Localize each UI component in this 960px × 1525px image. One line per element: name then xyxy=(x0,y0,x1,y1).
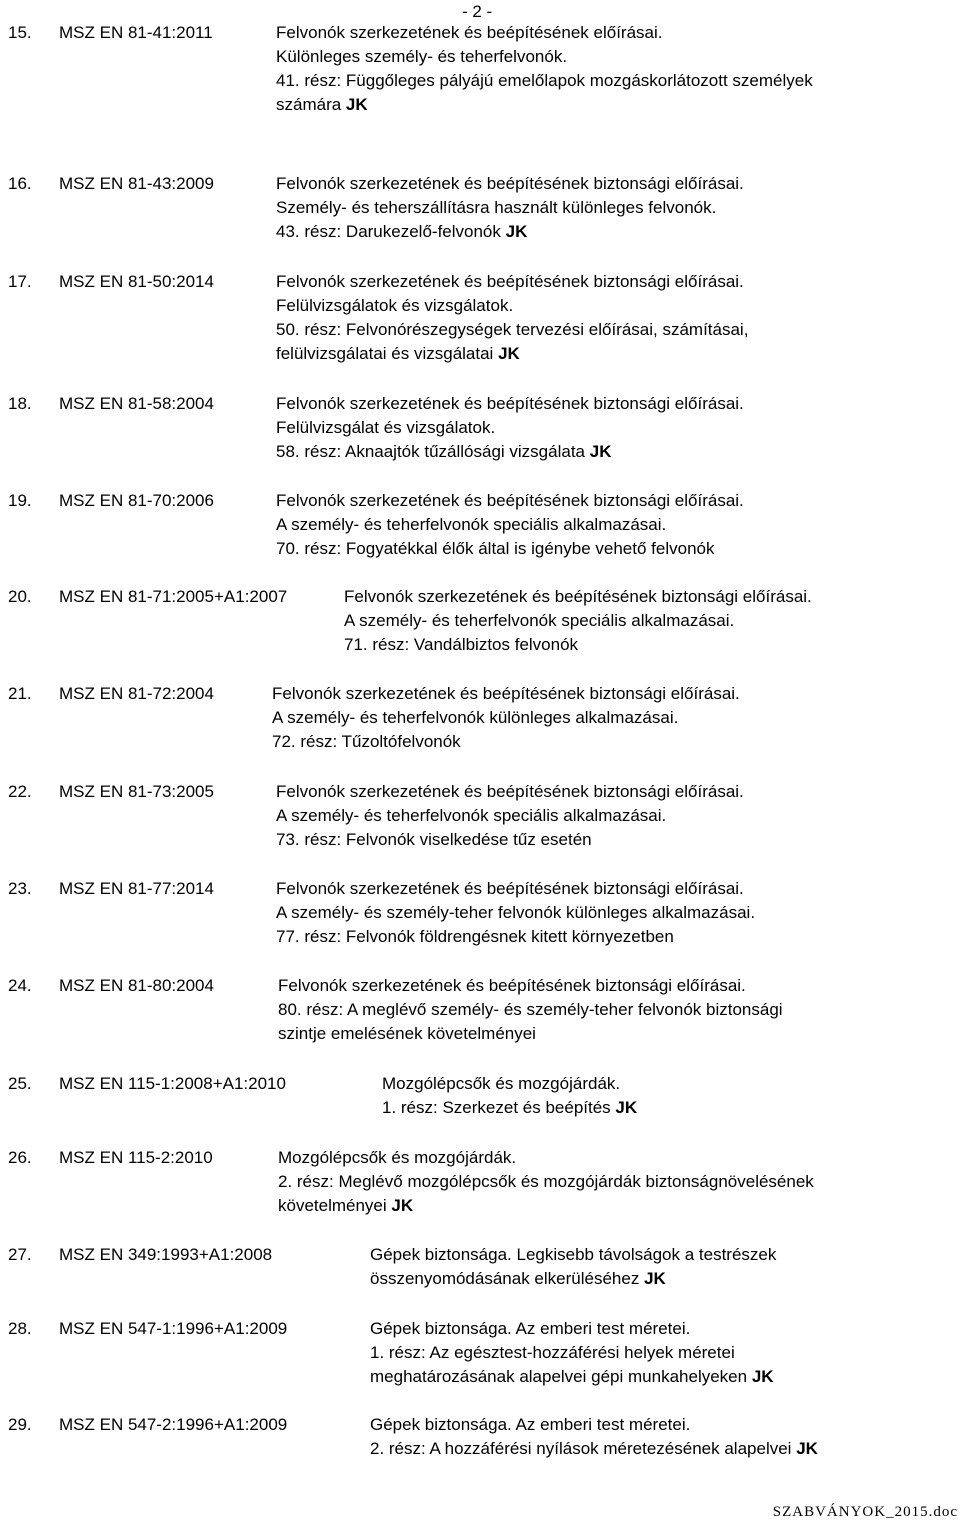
standard-code: MSZ EN 81-50:2014 xyxy=(59,272,214,291)
description-line xyxy=(370,1317,774,1341)
description-text: Felvonók szerkezetének és beépítésének biztonsági előírásai. xyxy=(276,782,744,801)
description-line xyxy=(276,489,744,513)
description-text: Felvonók szerkezetének és beépítésének biztonsági előírásai. xyxy=(278,976,746,995)
description-text: Felvonók szerkezetének és beépítésének biztonsági előírásai. xyxy=(276,394,744,413)
jk-marker: JK xyxy=(391,1196,414,1215)
description-text: Gépek biztonsága. Legkisebb távolságok a testrészek xyxy=(370,1245,777,1264)
jk-marker: JK xyxy=(644,1269,666,1288)
description-line xyxy=(344,585,812,609)
standard-description xyxy=(370,1317,774,1389)
description-text: A személy- és teherfelvonók speciális alkalmazásai. xyxy=(276,806,667,825)
standard-code: MSZ EN 81-72:2004 xyxy=(59,684,214,703)
description-text: számára xyxy=(276,95,342,114)
description-line xyxy=(276,925,755,949)
description-line xyxy=(370,1413,818,1437)
description-line xyxy=(382,1096,637,1120)
description-line xyxy=(276,780,744,804)
standard-code: MSZ EN 115-1:2008+A1:2010 xyxy=(59,1074,286,1093)
entry-number: 15. xyxy=(8,23,32,42)
entry-number: 17. xyxy=(8,272,32,291)
entry-number: 24. xyxy=(8,976,32,995)
jk-marker: JK xyxy=(751,1367,774,1386)
standard-code: MSZ EN 81-70:2006 xyxy=(59,491,214,510)
description-text: 41. rész: Függőleges pályájú emelőlapok mozgáskorlátozott személyek xyxy=(276,71,813,90)
standard-code: MSZ EN 81-71:2005+A1:2007 xyxy=(59,587,288,606)
standard-code: MSZ EN 81-41:2011 xyxy=(59,23,213,42)
description-line xyxy=(278,1170,814,1194)
jk-marker: JK xyxy=(345,95,368,114)
description-line xyxy=(278,974,783,998)
standard-description xyxy=(276,780,744,852)
description-text: Felvonók szerkezetének és beépítésének biztonsági előírásai. xyxy=(276,491,744,510)
description-text: 70. rész: Fogyatékkal élők által is igénybe vehető felvonók xyxy=(276,539,715,558)
description-line xyxy=(276,69,813,93)
entry-number: 29. xyxy=(8,1415,32,1434)
standard-code: MSZ EN 81-77:2014 xyxy=(59,879,214,898)
description-text: A személy- és teherfelvonók speciális alkalmazásai. xyxy=(344,611,735,630)
description-text: Mozgólépcsők és mozgójárdák. xyxy=(278,1148,517,1167)
description-text: meghatározásának alapelvei gépi munkahelyeken xyxy=(370,1367,748,1386)
description-text: Felvonók szerkezetének és beépítésének biztonsági előírásai. xyxy=(276,879,744,898)
standard-code: MSZ EN 81-80:2004 xyxy=(59,976,214,995)
description-line xyxy=(278,998,783,1022)
jk-marker: JK xyxy=(589,442,612,461)
description-text: Felülvizsgálat és vizsgálatok. xyxy=(276,418,496,437)
standard-description xyxy=(344,585,812,657)
description-line xyxy=(276,877,755,901)
entry-number: 23. xyxy=(8,879,32,898)
description-text: 77. rész: Felvonók földrengésnek kitett környezetben xyxy=(276,927,674,946)
standard-description xyxy=(276,392,744,464)
standard-code: MSZ EN 81-73:2005 xyxy=(59,782,214,801)
description-line xyxy=(276,537,744,561)
entry-number: 21. xyxy=(8,684,32,703)
description-line xyxy=(276,513,744,537)
description-line xyxy=(276,901,755,925)
description-text: Felvonók szerkezetének és beépítésének biztonsági előírásai. xyxy=(276,272,744,291)
description-text: Felvonók szerkezetének és beépítésének biztonsági előírásai. xyxy=(344,587,812,606)
description-text: 1. rész: Szerkezet és beépítés xyxy=(382,1098,611,1117)
description-line xyxy=(344,633,812,657)
description-line xyxy=(276,294,748,318)
description-line xyxy=(276,270,748,294)
description-text: Mozgólépcsők és mozgójárdák. xyxy=(382,1074,621,1093)
file-name-footer: SZABVÁNYOK_2015.doc xyxy=(772,1504,958,1520)
page-number: - 2 - xyxy=(462,2,493,21)
description-text: A személy- és személy-teher felvonók különleges alkalmazásai. xyxy=(276,903,756,922)
standard-code: MSZ EN 81-58:2004 xyxy=(59,394,214,413)
jk-marker: JK xyxy=(796,1439,818,1458)
description-line xyxy=(276,392,744,416)
standard-description xyxy=(278,974,783,1046)
description-line xyxy=(370,1341,774,1365)
jk-marker: JK xyxy=(498,344,520,363)
description-text: Felvonók szerkezetének és beépítésének előírásai. xyxy=(276,23,663,42)
standard-description xyxy=(382,1072,637,1120)
description-line xyxy=(278,1022,783,1046)
description-line xyxy=(276,342,748,366)
standard-description xyxy=(276,270,748,366)
description-text: Gépek biztonsága. Az emberi test méretei. xyxy=(370,1415,691,1434)
entry-number: 27. xyxy=(8,1245,32,1264)
description-line xyxy=(276,45,813,69)
description-line xyxy=(276,196,744,220)
description-line xyxy=(272,730,740,754)
description-line xyxy=(272,706,740,730)
description-text: 73. rész: Felvonók viselkedése tűz esetén xyxy=(276,830,592,849)
description-line xyxy=(276,220,744,244)
description-text: 58. rész: Aknaajtók tűzállósági vizsgálata xyxy=(276,442,586,461)
entry-number: 20. xyxy=(8,587,32,606)
description-line xyxy=(370,1365,774,1389)
description-text: Felvonók szerkezetének és beépítésének biztonsági előírásai. xyxy=(272,684,740,703)
entry-number: 28. xyxy=(8,1319,32,1338)
description-text: 71. rész: Vandálbiztos felvonók xyxy=(344,635,579,654)
description-line xyxy=(276,172,744,196)
entry-number: 16. xyxy=(8,174,32,193)
description-text: Különleges személy- és teherfelvonók. xyxy=(276,47,568,66)
entry-number: 19. xyxy=(8,491,32,510)
standard-description xyxy=(276,21,813,117)
standard-description xyxy=(278,1146,814,1218)
description-line xyxy=(344,609,812,633)
entry-number: 18. xyxy=(8,394,32,413)
description-text: 80. rész: A meglévő személy- és személy-teher felvonók biztonsági xyxy=(278,1000,783,1019)
description-line xyxy=(272,682,740,706)
entry-number: 26. xyxy=(8,1148,32,1167)
description-line xyxy=(276,93,813,117)
description-text: 43. rész: Darukezelő-felvonók xyxy=(276,222,501,241)
description-text: A személy- és teherfelvonók speciális alkalmazásai. xyxy=(276,515,667,534)
entry-number: 25. xyxy=(8,1074,32,1093)
description-text: 2. rész: A hozzáférési nyílások méretezésének alapelvei xyxy=(370,1439,792,1458)
description-line xyxy=(382,1072,637,1096)
description-text: 50. rész: Felvonórészegységek tervezési előírásai, számításai, xyxy=(276,320,749,339)
standard-code: MSZ EN 81-43:2009 xyxy=(59,174,214,193)
description-line xyxy=(278,1194,814,1218)
standard-code: MSZ EN 547-2:1996+A1:2009 xyxy=(59,1415,288,1434)
description-text: követelményei xyxy=(278,1196,387,1215)
description-line xyxy=(370,1267,776,1291)
description-text: Gépek biztonsága. Az emberi test méretei. xyxy=(370,1319,691,1338)
standard-description xyxy=(276,172,744,244)
description-line xyxy=(276,318,748,342)
description-text: Személy- és teherszállításra használt különleges felvonók. xyxy=(276,198,717,217)
description-line xyxy=(278,1146,814,1170)
description-line xyxy=(276,21,813,45)
description-text: Felülvizsgálatok és vizsgálatok. xyxy=(276,296,514,315)
description-text: 72. rész: Tűzoltófelvonók xyxy=(272,732,461,751)
description-line xyxy=(276,440,744,464)
description-line xyxy=(370,1243,776,1267)
description-line xyxy=(370,1437,818,1461)
description-text: szintje emelésének követelményei xyxy=(278,1024,536,1043)
standard-description xyxy=(370,1413,818,1461)
description-text: A személy- és teherfelvonók különleges alkalmazásai. xyxy=(272,708,679,727)
description-line xyxy=(276,804,744,828)
standard-code: MSZ EN 349:1993+A1:2008 xyxy=(59,1245,273,1264)
description-line xyxy=(276,828,744,852)
description-text: Felvonók szerkezetének és beépítésének biztonsági előírásai. xyxy=(276,174,744,193)
standard-description xyxy=(370,1243,776,1291)
entry-number: 22. xyxy=(8,782,32,801)
description-text: felülvizsgálatai és vizsgálatai xyxy=(276,344,494,363)
standard-description xyxy=(276,489,744,561)
standard-code: MSZ EN 115-2:2010 xyxy=(59,1148,213,1167)
description-text: 1. rész: Az egésztest-hozzáférési helyek méretei xyxy=(370,1343,735,1362)
description-text: összenyomódásának elkerüléséhez xyxy=(370,1269,640,1288)
standard-description xyxy=(272,682,740,754)
description-text: 2. rész: Meglévő mozgólépcsők és mozgójárdák biztonságnövelésének xyxy=(278,1172,814,1191)
standard-code: MSZ EN 547-1:1996+A1:2009 xyxy=(59,1319,288,1338)
jk-marker: JK xyxy=(615,1098,638,1117)
jk-marker: JK xyxy=(505,222,528,241)
standard-description xyxy=(276,877,755,949)
description-line xyxy=(276,416,744,440)
